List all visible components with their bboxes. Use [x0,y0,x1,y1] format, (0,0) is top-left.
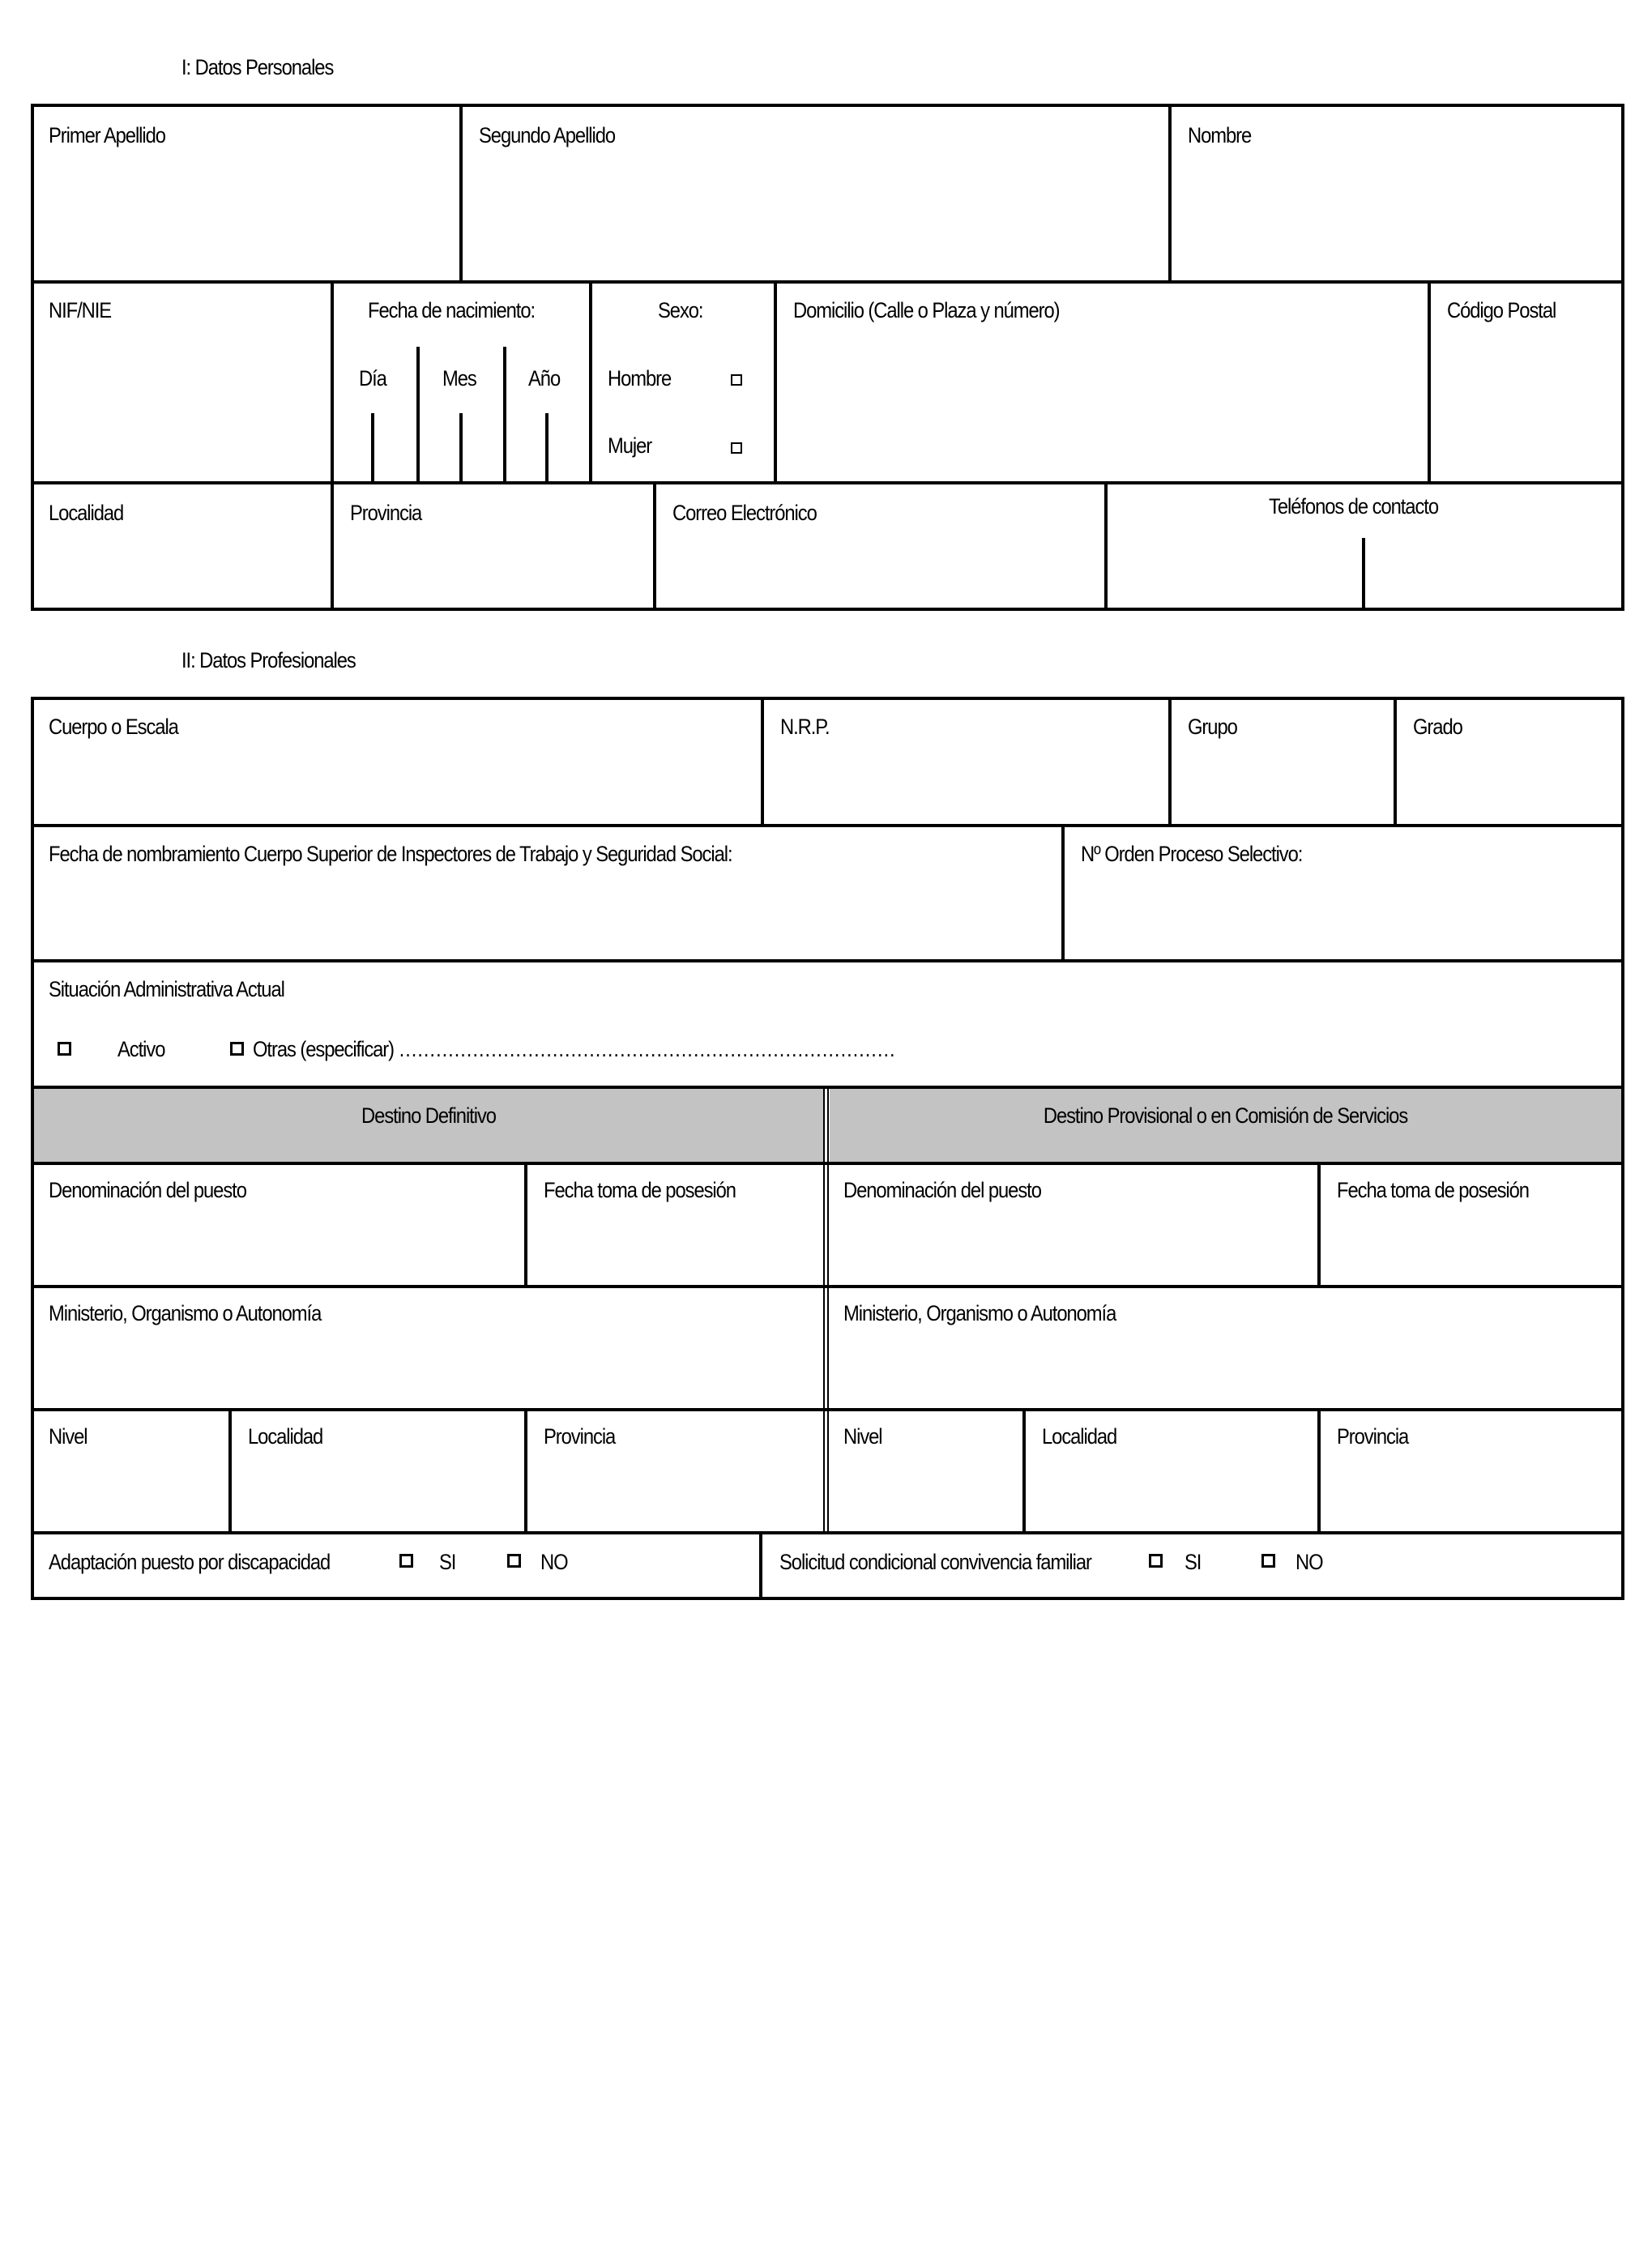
correo-label: Correo Electrónico [672,501,817,525]
prov-fecha-toma-field[interactable] [1321,1165,1621,1285]
dia-label: Día [359,366,386,390]
codigo-postal-label: Código Postal [1447,298,1556,322]
prov-localidad-label: Localidad [1042,1424,1117,1449]
adaptacion-si-checkbox[interactable] [399,1554,413,1568]
orden-label: Nº Orden Proceso Selectivo: [1081,842,1303,866]
telefono-1-input[interactable] [1108,538,1362,608]
prov-provincia-field[interactable] [1321,1411,1621,1531]
adaptacion-no-label: NO [540,1550,568,1574]
orden-field[interactable] [1065,827,1621,959]
localidad-label: Localidad [49,501,124,525]
section-title-professional: II: Datos Profesionales [181,648,356,672]
mujer-label: Mujer [608,433,652,458]
table-border-right [1621,697,1624,1600]
adaptacion-no-checkbox[interactable] [507,1554,521,1568]
provincia-field[interactable] [334,484,653,608]
nrp-label: N.R.P. [780,715,830,739]
def-provincia-label: Provincia [544,1424,616,1449]
prov-fecha-toma-label: Fecha toma de posesión [1337,1178,1529,1202]
solicitud-si-label: SI [1185,1550,1202,1574]
provincia-label: Provincia [350,501,422,525]
solicitud-label: Solicitud condicional convivencia familiar [779,1550,1091,1574]
adaptacion-si-label: SI [439,1550,456,1574]
def-fecha-toma-label: Fecha toma de posesión [544,1178,736,1202]
cuerpo-field[interactable] [34,700,761,824]
situacion-label: Situación Administrativa Actual [49,977,284,1001]
nombre-field[interactable] [1172,107,1621,280]
nrp-field[interactable] [764,700,1168,824]
date-divider [545,413,549,483]
prov-localidad-field[interactable] [1026,1411,1317,1531]
solicitud-no-checkbox[interactable] [1261,1554,1275,1568]
col-divider [759,1531,762,1598]
solicitud-no-label: NO [1296,1550,1323,1574]
activo-label: Activo [117,1037,165,1061]
row-divider [31,959,1624,962]
cuerpo-label: Cuerpo o Escala [49,715,178,739]
localidad-field[interactable] [34,484,331,608]
def-localidad-field[interactable] [232,1411,524,1531]
def-nivel-label: Nivel [49,1424,88,1449]
anio-input[interactable] [506,413,545,481]
mes-label: Mes [442,366,476,390]
def-ministerio-field[interactable] [34,1288,823,1408]
nif-label: NIF/NIE [49,298,112,322]
fecha-nombramiento-field[interactable] [34,827,1061,959]
prov-nivel-label: Nivel [843,1424,882,1449]
def-fecha-toma-field[interactable] [527,1165,823,1285]
otras-label: Otras (especificar) ……………………………………………………………………… [253,1037,895,1061]
dia-input[interactable] [334,413,371,481]
def-localidad-label: Localidad [248,1424,323,1449]
def-nivel-field[interactable] [34,1411,228,1531]
prov-ministerio-field[interactable] [829,1288,1621,1408]
double-divider [823,1086,825,1533]
prov-provincia-label: Provincia [1337,1424,1409,1449]
sexo-label: Sexo: [658,298,703,322]
segundo-apellido-label: Segundo Apellido [479,123,616,147]
primer-apellido-field[interactable] [34,107,459,280]
anio-label: Año [528,366,561,390]
adaptacion-label: Adaptación puesto por discapacidad [49,1550,331,1574]
domicilio-label: Domicilio (Calle o Plaza y número) [793,298,1060,322]
col-divider [589,280,592,483]
grado-field[interactable] [1397,700,1621,824]
mes-input[interactable] [420,413,459,481]
def-denominacion-field[interactable] [34,1165,524,1285]
segundo-apellido-field[interactable] [463,107,1168,280]
telefono-2-input[interactable] [1365,538,1621,608]
nif-field[interactable] [34,284,331,481]
telefonos-label: Teléfonos de contacto [1269,494,1438,519]
grado-label: Grado [1413,715,1462,739]
prov-denominacion-label: Denominación del puesto [843,1178,1041,1202]
fecha-nombramiento-label: Fecha de nombramiento Cuerpo Superior de Inspectores de Trabajo y Seguridad Social: [49,842,732,866]
prov-denominacion-field[interactable] [829,1165,1317,1285]
def-ministerio-label: Ministerio, Organismo o Autonomía [49,1301,322,1325]
date-divider [371,413,374,483]
otras-checkbox[interactable] [230,1042,244,1056]
def-denominacion-label: Denominación del puesto [49,1178,246,1202]
activo-checkbox[interactable] [58,1042,71,1056]
date-divider [459,413,463,483]
table-border-right [1621,104,1624,611]
section-title-personal: I: Datos Personales [181,55,334,79]
grupo-label: Grupo [1188,715,1237,739]
table-border-bottom [31,1597,1624,1600]
prov-nivel-field[interactable] [829,1411,1022,1531]
primer-apellido-label: Primer Apellido [49,123,165,147]
hombre-label: Hombre [608,366,672,390]
hombre-checkbox[interactable] [731,374,742,386]
def-provincia-field[interactable] [527,1411,823,1531]
table-border-bottom [31,608,1624,611]
correo-field[interactable] [656,484,1104,608]
solicitud-si-checkbox[interactable] [1149,1554,1163,1568]
nombre-label: Nombre [1188,123,1252,147]
prov-ministerio-label: Ministerio, Organismo o Autonomía [843,1301,1116,1325]
destino-provisional-header: Destino Provisional o en Comisión de Servicios [1043,1103,1408,1128]
grupo-field[interactable] [1172,700,1394,824]
codigo-postal-field[interactable] [1431,284,1621,481]
domicilio-field[interactable] [777,284,1428,481]
fecha-nacimiento-label: Fecha de nacimiento: [368,298,536,322]
destino-definitivo-header: Destino Definitivo [361,1103,496,1128]
mujer-checkbox[interactable] [731,442,742,454]
